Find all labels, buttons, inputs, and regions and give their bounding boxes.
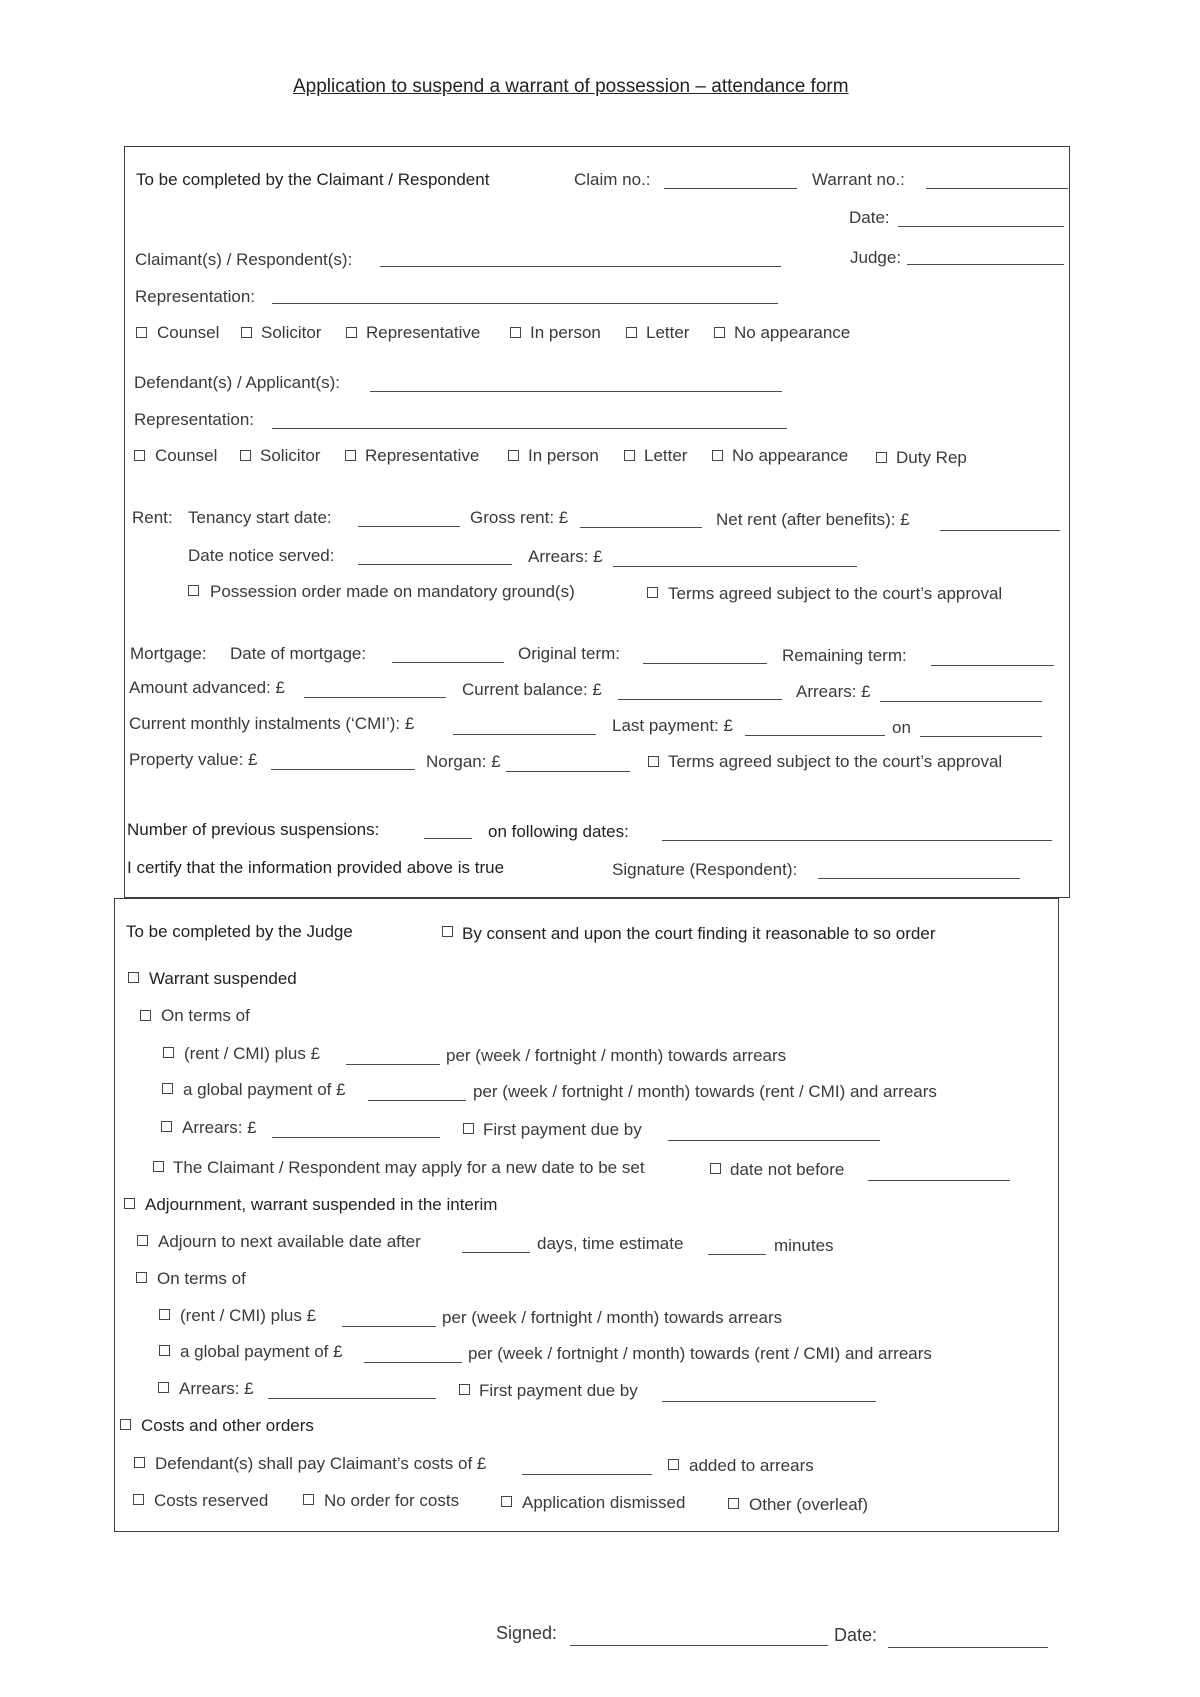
- defendants-pay-label: Defendant(s) shall pay Claimant’s costs of £: [155, 1454, 487, 1473]
- defendant-counsel-label: Counsel: [155, 446, 218, 465]
- ws-rent-plus-checkbox[interactable]: [163, 1047, 174, 1058]
- ws-date-not-before-field[interactable]: [868, 1180, 1010, 1181]
- rent-arrears-label: Arrears: £: [528, 547, 603, 566]
- respondent-signature-label: Signature (Respondent):: [612, 860, 798, 879]
- gross-rent-label: Gross rent: £: [470, 508, 569, 527]
- date-notice-label: Date notice served:: [188, 546, 335, 565]
- adj-global-payment-per-label: per (week / fortnight / month) towards (rent / CMI) and arrears: [468, 1344, 932, 1363]
- ws-rent-plus-per-label: per (week / fortnight / month) towards arrears: [446, 1046, 787, 1065]
- claimants-label: Claimant(s) / Respondent(s):: [135, 250, 353, 269]
- date-notice-field[interactable]: [358, 564, 512, 565]
- current-balance-field[interactable]: [618, 699, 782, 700]
- adj-days-label: days, time estimate: [537, 1234, 684, 1253]
- other-overleaf-label: Other (overleaf): [749, 1495, 869, 1514]
- added-to-arrears-checkbox[interactable]: [668, 1459, 679, 1470]
- amount-advanced-field[interactable]: [304, 697, 446, 698]
- certify-statement: I certify that the information provided above is true: [127, 858, 505, 877]
- defendant-representative-checkbox[interactable]: [345, 450, 356, 461]
- adj-on-terms-checkbox[interactable]: [136, 1272, 147, 1283]
- costs-other-label: Costs and other orders: [141, 1416, 314, 1435]
- by-consent-label: By consent and upon the court finding it reasonable to so order: [462, 924, 936, 943]
- current-balance-label: Current balance: £: [462, 680, 602, 699]
- footer-date-field[interactable]: [888, 1647, 1048, 1648]
- warrant-no-label: Warrant no.:: [812, 170, 905, 189]
- ws-arrears-label: Arrears: £: [182, 1118, 257, 1137]
- costs-reserved-checkbox[interactable]: [133, 1494, 144, 1505]
- rent-terms-agreed-label: Terms agreed subject to the court’s approval: [668, 584, 1003, 603]
- judge-field[interactable]: [907, 264, 1064, 265]
- last-payment-date-field[interactable]: [920, 736, 1042, 737]
- no-order-costs-checkbox[interactable]: [303, 1494, 314, 1505]
- ws-global-payment-field[interactable]: [368, 1100, 466, 1101]
- footer-date-label: Date:: [834, 1625, 878, 1645]
- defendant-representation-label: Representation:: [134, 410, 255, 429]
- claimant-letter-checkbox[interactable]: [626, 327, 637, 338]
- defendant-counsel-checkbox[interactable]: [134, 450, 145, 461]
- mortgage-label: Mortgage:: [130, 644, 207, 663]
- mortgage-arrears-label: Arrears: £: [796, 682, 871, 701]
- possession-order-label: Possession order made on mandatory ground(s): [210, 582, 575, 601]
- norgan-label: Norgan: £: [426, 752, 501, 771]
- claimant-in-person-label: In person: [530, 323, 601, 342]
- following-dates-label: on following dates:: [488, 822, 629, 841]
- defendant-no-appearance-label: No appearance: [732, 446, 849, 465]
- judge-section-heading: To be completed by the Judge: [126, 922, 353, 941]
- form-title: Application to suspend a warrant of possession – attendance form: [293, 76, 849, 97]
- property-value-field[interactable]: [271, 769, 415, 770]
- remaining-term-label: Remaining term:: [782, 646, 907, 665]
- claimant-letter-label: Letter: [646, 323, 690, 342]
- added-to-arrears-label: added to arrears: [689, 1456, 814, 1475]
- defendant-in-person-label: In person: [528, 446, 599, 465]
- adj-arrears-checkbox[interactable]: [158, 1382, 169, 1393]
- signed-field[interactable]: [570, 1645, 828, 1646]
- no-order-costs-label: No order for costs: [324, 1491, 460, 1510]
- property-value-label: Property value: £: [129, 750, 258, 769]
- defendants-pay-field[interactable]: [522, 1474, 652, 1475]
- tenancy-start-field[interactable]: [358, 526, 460, 527]
- ws-first-payment-field[interactable]: [668, 1140, 880, 1141]
- defendant-duty-rep-label: Duty Rep: [896, 448, 967, 467]
- adj-first-payment-field[interactable]: [662, 1401, 876, 1402]
- claimant-counsel-checkbox[interactable]: [136, 327, 147, 338]
- date-of-mortgage-field[interactable]: [392, 662, 504, 663]
- last-payment-label: Last payment: £: [612, 716, 733, 735]
- adj-arrears-field[interactable]: [268, 1398, 436, 1399]
- adj-time-estimate-field[interactable]: [708, 1254, 766, 1255]
- adj-on-terms-label: On terms of: [157, 1269, 246, 1288]
- ws-global-payment-label: a global payment of £: [183, 1080, 346, 1099]
- net-rent-label: Net rent (after benefits): £: [716, 510, 910, 529]
- date-label: Date:: [849, 208, 890, 227]
- defendant-representation-field[interactable]: [272, 428, 787, 429]
- possession-order-checkbox[interactable]: [188, 585, 199, 596]
- ws-may-apply-label: The Claimant / Respondent may apply for a new date to be set: [173, 1158, 645, 1177]
- other-overleaf-checkbox[interactable]: [728, 1498, 739, 1509]
- claimant-representation-label: Representation:: [135, 287, 256, 306]
- ws-first-payment-checkbox[interactable]: [463, 1123, 474, 1134]
- costs-reserved-label: Costs reserved: [154, 1491, 269, 1510]
- app-dismissed-label: Application dismissed: [522, 1493, 686, 1512]
- claim-no-field[interactable]: [664, 188, 797, 189]
- app-dismissed-checkbox[interactable]: [501, 1496, 512, 1507]
- warrant-suspended-label: Warrant suspended: [149, 969, 297, 988]
- defendant-no-appearance-checkbox[interactable]: [712, 450, 723, 461]
- judge-label: Judge:: [850, 248, 902, 267]
- claimant-no-appearance-checkbox[interactable]: [714, 327, 725, 338]
- mortgage-terms-agreed-label: Terms agreed subject to the court’s approval: [668, 752, 1003, 771]
- defendant-solicitor-checkbox[interactable]: [240, 450, 251, 461]
- ws-rent-plus-label: (rent / CMI) plus £: [184, 1044, 321, 1063]
- adj-rent-plus-label: (rent / CMI) plus £: [180, 1306, 317, 1325]
- prev-suspensions-label: Number of previous suspensions:: [127, 820, 380, 839]
- defendant-duty-rep-checkbox[interactable]: [876, 452, 887, 463]
- warrant-no-field[interactable]: [926, 188, 1068, 189]
- claim-no-label: Claim no.:: [574, 170, 651, 189]
- defendant-in-person-checkbox[interactable]: [508, 450, 519, 461]
- ws-date-not-before-label: date not before: [730, 1160, 845, 1179]
- tenancy-start-label: Tenancy start date:: [188, 508, 332, 527]
- claimant-counsel-label: Counsel: [157, 323, 220, 342]
- ws-global-payment-per-label: per (week / fortnight / month) towards (rent / CMI) and arrears: [473, 1082, 937, 1101]
- date-of-mortgage-label: Date of mortgage:: [230, 644, 367, 663]
- adj-global-payment-checkbox[interactable]: [159, 1345, 170, 1356]
- cmi-field[interactable]: [453, 734, 596, 735]
- defendant-letter-label: Letter: [644, 446, 688, 465]
- rent-label: Rent:: [132, 508, 173, 527]
- cmi-label: Current monthly instalments (‘CMI’): £: [129, 714, 415, 733]
- ws-arrears-field[interactable]: [272, 1137, 440, 1138]
- ws-first-payment-label: First payment due by: [483, 1120, 642, 1139]
- defendant-solicitor-label: Solicitor: [260, 446, 321, 465]
- adj-rent-plus-field[interactable]: [342, 1326, 436, 1327]
- claimant-representative-label: Representative: [366, 323, 481, 342]
- date-field[interactable]: [898, 226, 1064, 227]
- rent-terms-agreed-checkbox[interactable]: [647, 587, 658, 598]
- adj-days-field[interactable]: [462, 1252, 530, 1253]
- judge-section-box: [114, 898, 1059, 1532]
- adj-rent-plus-per-label: per (week / fortnight / month) towards arrears: [442, 1308, 783, 1327]
- ws-arrears-checkbox[interactable]: [161, 1121, 172, 1132]
- signed-label: Signed:: [496, 1623, 558, 1643]
- amount-advanced-label: Amount advanced: £: [129, 678, 285, 697]
- claimant-solicitor-label: Solicitor: [261, 323, 322, 342]
- claimant-representation-field[interactable]: [272, 303, 778, 304]
- remaining-term-field[interactable]: [931, 665, 1054, 666]
- prev-suspensions-field[interactable]: [424, 838, 472, 839]
- claimant-section-heading: To be completed by the Claimant / Respondent: [136, 170, 490, 189]
- norgan-field[interactable]: [506, 771, 630, 772]
- last-payment-on-label: on: [892, 718, 911, 737]
- warrant-suspended-checkbox[interactable]: [128, 972, 139, 983]
- claimant-no-appearance-label: No appearance: [734, 323, 851, 342]
- last-payment-field[interactable]: [745, 735, 885, 736]
- respondent-signature-field[interactable]: [818, 878, 1020, 879]
- ws-rent-plus-field[interactable]: [346, 1064, 440, 1065]
- defendants-pay-checkbox[interactable]: [134, 1457, 145, 1468]
- by-consent-checkbox[interactable]: [442, 926, 453, 937]
- adj-first-payment-checkbox[interactable]: [459, 1384, 470, 1395]
- claimants-field[interactable]: [380, 266, 781, 267]
- mortgage-arrears-field[interactable]: [880, 701, 1042, 702]
- adj-global-payment-field[interactable]: [364, 1362, 462, 1363]
- adj-next-date-checkbox[interactable]: [137, 1235, 148, 1246]
- rent-arrears-field[interactable]: [613, 566, 857, 567]
- defendants-label: Defendant(s) / Applicant(s):: [134, 373, 340, 392]
- net-rent-field[interactable]: [940, 530, 1060, 531]
- claimant-representative-checkbox[interactable]: [346, 327, 357, 338]
- costs-other-checkbox[interactable]: [120, 1419, 131, 1430]
- adj-global-payment-label: a global payment of £: [180, 1342, 343, 1361]
- original-term-label: Original term:: [518, 644, 621, 663]
- following-dates-field[interactable]: [662, 840, 1052, 841]
- gross-rent-field[interactable]: [580, 527, 702, 528]
- mortgage-terms-agreed-checkbox[interactable]: [648, 756, 659, 767]
- defendants-field[interactable]: [370, 391, 782, 392]
- adjournment-label: Adjournment, warrant suspended in the interim: [145, 1195, 498, 1214]
- adj-next-date-label: Adjourn to next available date after: [158, 1232, 421, 1251]
- defendant-letter-checkbox[interactable]: [624, 450, 635, 461]
- adj-minutes-label: minutes: [774, 1236, 834, 1255]
- ws-on-terms-checkbox[interactable]: [140, 1010, 151, 1021]
- ws-date-not-before-checkbox[interactable]: [710, 1163, 721, 1174]
- ws-on-terms-label: On terms of: [161, 1006, 250, 1025]
- original-term-field[interactable]: [643, 663, 767, 664]
- adjournment-checkbox[interactable]: [124, 1198, 135, 1209]
- ws-may-apply-checkbox[interactable]: [153, 1161, 164, 1172]
- defendant-representative-label: Representative: [365, 446, 480, 465]
- ws-global-payment-checkbox[interactable]: [162, 1083, 173, 1094]
- adj-arrears-label: Arrears: £: [179, 1379, 254, 1398]
- adj-first-payment-label: First payment due by: [479, 1381, 638, 1400]
- adj-rent-plus-checkbox[interactable]: [159, 1309, 170, 1320]
- claimant-solicitor-checkbox[interactable]: [241, 327, 252, 338]
- claimant-in-person-checkbox[interactable]: [510, 327, 521, 338]
